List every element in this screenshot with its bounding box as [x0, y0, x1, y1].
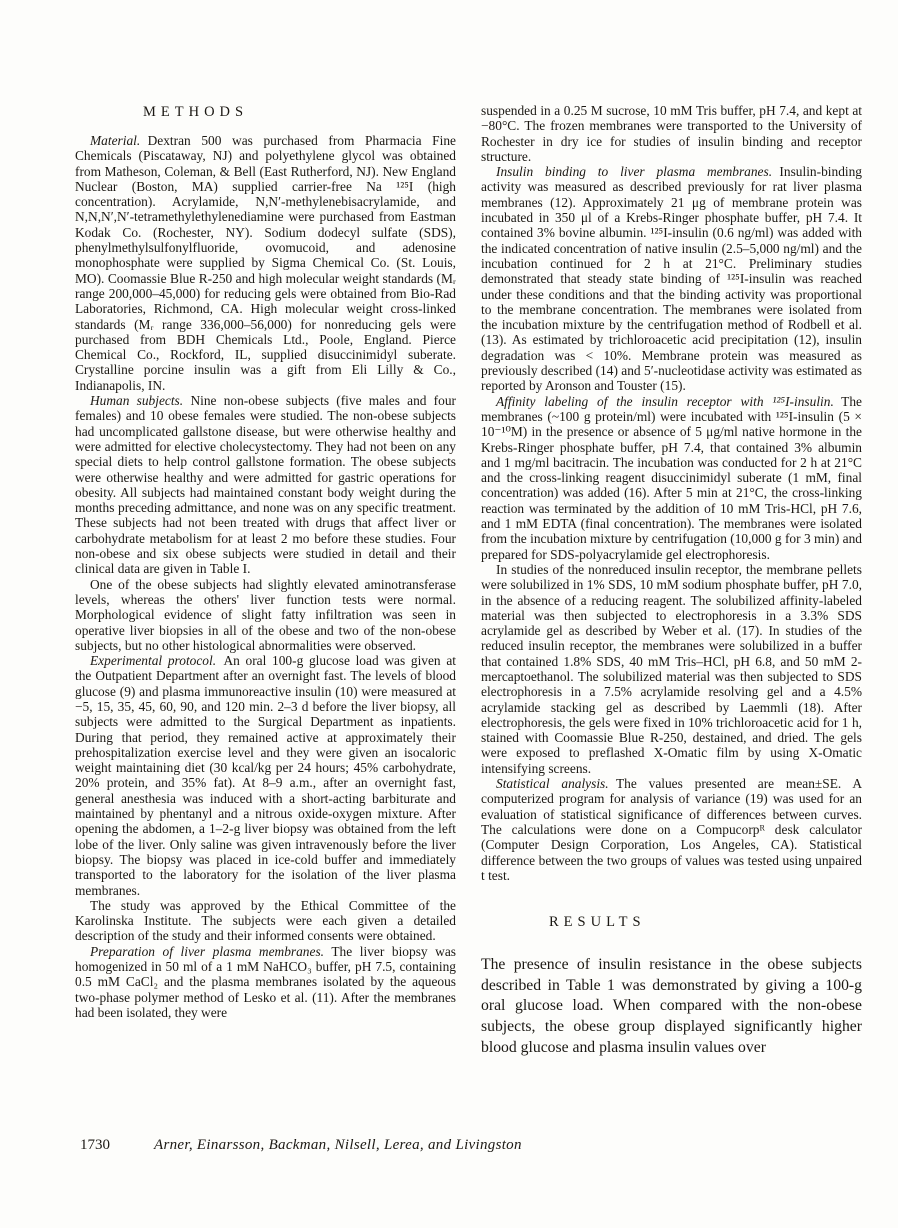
paragraph-material-lead: Material. — [90, 133, 141, 148]
paragraph-insulin-binding — [481, 164, 862, 393]
paragraph-experimental-protocol-lead: Experimental protocol. — [90, 653, 217, 669]
paragraph-statistical-analysis-text: The values presented are mean±SE. A computerized program for analysis of variance (19) was used for an evaluation of statistical significance of differences between curves. The calculations were done on a Compucorpᴿ desk calculator (Computer Design Corporation, Los Angeles, CA). Statistical difference between the two groups of values was tested using unpaired t test. — [481, 776, 862, 883]
results-heading: RESULTS — [549, 914, 646, 931]
paragraph-insulin-binding-lead: Insulin binding to liver plasma membranes. — [496, 164, 773, 180]
paragraph-membrane-preparation-continued-text: suspended in a 0.25 M sucrose, 10 mM Tris buffer, pH 7.4, and kept at −80°C. The frozen membranes were transported to the University of Rochester in dry ice for studies of insulin binding and receptor structure. — [481, 103, 862, 164]
paragraph-material-text: Dextran 500 was purchased from Pharmacia Fine Chemicals (Piscataway, NJ) and polyethylene glycol was obtained from Matheson, Coleman, & Bell (East Rutherford, NJ). New England Nuclear (Boston, MA) supplied carrier-free Na ¹²⁵I (high concentration). Acrylamide, N,N′-methylenebisacrylamide, and N,N,N′,N′-tetramethylethylenediamine were purchased from Eastman Kodak Co. (Rochester, NY). Sodium dodecyl sulfate (SDS), phenylmethylsulfonylfluoride, ovomucoid, and adenosine monophosphate were supplied by Sigma Chemical Co. (St. Louis, MO). Coomassie Blue R-250 and high molecular weight standards (Mᵣ range 200,000–45,000) for reducing gels were obtained from Bio-Rad Laboratories, Richmond, CA. High molecular weight cross-linked standards (Mᵣ range 336,000–56,000) for nonreducing gels were purchased from BDH Chemicals Ltd., Poole, England. Pierce Chemical Co., Rockford, IL, supplied disuccinimidyl suberate. Crystalline porcine insulin was a gift from Eli Lilly & Co., Indianapolis, IN. — [75, 133, 456, 393]
running-title-authors: Arner, Einarsson, Backman, Nilsell, Lerea, and Livingston — [154, 1137, 522, 1153]
left-column — [75, 103, 456, 1058]
page-number: 1730 — [80, 1137, 110, 1153]
paragraph-membrane-preparation — [75, 944, 456, 1020]
paragraph-ethical-approval — [75, 898, 456, 944]
paragraph-statistical-analysis — [481, 776, 862, 883]
paragraph-experimental-protocol-text: An oral 100-g glucose load was given at the Outpatient Department after an overnight fast. The levels of blood glucose (9) and plasma immunoreactive insulin (10) were measured at −5, 15, 35, 45, 60, 90, and 120 min. 2–3 d before the liver biopsy, all subjects were admitted to the Surgical Department as inpatients. During that period, they remained active at approximately their prehospitalization exercise level and they were given an isocaloric weight maintaining diet (30 kcal/kg per 24 hours; 45% carbohydrate, 20% protein, and 35% fat). At 8–9 a.m., after an overnight fast, general anesthesia was induced with a short-acting barbiturate and maintained by phentanyl and a nitrous oxide-oxygen mixture. After opening the abdomen, a 1–2-g liver biopsy was obtained from the left lobe of the liver. Only saline was given intravenously before the liver biopsy. The biopsy was placed in ice-cold buffer and immediately transported to the laboratory for the isolation of the liver plasma membranes. — [75, 653, 456, 898]
paragraph-material — [75, 133, 456, 393]
results-paragraph — [481, 955, 862, 1058]
paragraph-affinity-labeling-lead: Affinity labeling of the insulin receptor with ¹²⁵I-insulin. — [496, 393, 834, 409]
two-column-body — [75, 103, 862, 1058]
paragraph-electrophoresis-text: In studies of the nonreduced insulin receptor, the membrane pellets were solubilized in 1% SDS, 10 mM sodium phosphate buffer, pH 7.0, in the absence of a reducing reagent. The solubilized affinity-labeled material was then subjected to electrophoresis in a 3.3% SDS acrylamide gel as described by Weber et al. (17). In studies of the reduced insulin receptor, the membranes were solubilized in a buffer that contained 1.8% SDS, 40 mM Tris–HCl, pH 6.8, and 50 mM 2-mercaptoethanol. The solubilized material was then subjected to SDS electrophoresis in a 7.5% acrylamide resolving gel and a 4.5% acrylamide stacking gel as described by Laemmli (18). After electrophoresis, the gels were fixed in 10% trichloroacetic acid for 1 h, stained with Coomassie Blue R-250, destained, and dried. The gels were exposed to preflashed X-Omatic film by using X-Omatic intensifying screens. — [481, 561, 862, 776]
paragraph-human-subjects — [75, 393, 456, 577]
paragraph-statistical-analysis-lead: Statistical analysis. — [496, 776, 609, 792]
paragraph-membrane-preparation-continued — [481, 103, 862, 164]
paragraph-human-subjects-text: Nine non-obese subjects (five males and four females) and 10 obese females were studied. The non-obese subjects had uncomplicated gallstone disease, but were otherwise healthy and were admitted for elective cholecystectomy. They had not been on any special diets to help control gallstone formation. The obese subjects were otherwise healthy and were admitted for gastric operations for obesity. All subjects had maintained constant body weight during the months preceding admittance, and none was on any specific treatment. These subjects had not been treated with drugs that affect liver or carbohydrate metabolism for at least 2 mo before these studies. Four non-obese and six obese subjects were studied in detail and their clinical data are given in Table I. — [75, 393, 456, 577]
paragraph-membrane-preparation-text: The liver biopsy was homogenized in 50 ml of a 1 mM NaHCO₃ buffer, pH 7.5, containing 0.5 mM CaCl₂ and the plasma membranes isolated by the aqueous two-phase polymer method of Lesko et al. (11). After the membranes had been isolated, they were — [75, 943, 457, 1020]
paragraph-affinity-labeling — [481, 394, 862, 562]
paragraph-membrane-preparation-lead: Preparation of liver plasma membranes. — [90, 943, 325, 959]
methods-heading: METHODS — [143, 104, 249, 120]
paragraph-ethical-approval-text: The study was approved by the Ethical Committee of the Karolinska Institute. The subjects were each given a detailed description of the study and their informed consents were obtained. — [75, 897, 456, 944]
paragraph-experimental-protocol — [75, 653, 456, 898]
paragraph-electrophoresis — [481, 562, 862, 776]
paragraph-affinity-labeling-text: The membranes (~100 g protein/ml) were incubated with ¹²⁵I-insulin (5 × 10⁻¹⁰M) in the presence or absence of 5 μg/ml native hormone in the Krebs-Ringer phosphate buffer, pH 7.4, that contained 3% albumin and 1 mg/ml bacitracin. The incubation was conducted for 2 h at 21°C and the cross-linking reagent disuccinimidyl suberate (1 mM, final concentration) was added (16). After 5 min at 21°C, the cross-linking reaction was terminated by the addition of 10 mM Tris-HCl, pH 7.6, and 1 mM EDTA (final concentration). The membranes were isolated from the incubation mixture by centrifugation (10,000 g for 3 min) and prepared for SDS-polyacrylamide gel electrophoresis. — [481, 393, 862, 562]
paragraph-liver-function — [75, 577, 456, 653]
paragraph-liver-function-text: One of the obese subjects had slightly elevated aminotransferase levels, whereas the others' liver function tests were normal. Morphological evidence of slight fatty infiltration was seen in operative liver biopsies in all of the obese and two of the non-obese subjects, but no other histological abnormalities were observed. — [75, 576, 456, 653]
paragraph-insulin-binding-text: Insulin-binding activity was measured as described previously for rat liver plasma membranes (12). Approximately 21 μg of membrane protein was incubated in 350 μl of a Krebs-Ringer phosphate buffer, pH 7.4. It contained 3% bovine albumin. ¹²⁵I-insulin (0.6 ng/ml) was added with the indicated concentration of native insulin (2.5–5,000 ng/ml) and the incubation continued for 2 h at 21°C. Preliminary studies demonstrated that steady state binding of ¹²⁵I-insulin was reached under these conditions and that the binding activity was proportional to the membrane concentration. The membranes were isolated from the incubation mixture by the centrifugation method of Rodbell et al. (13). As estimated by trichloroacetic acid precipitation (12), insulin degradation was < 10%. Membrane protein was measured as previously described (14) and 5′-nucleotidase activity was estimated as reported by Aronson and Touster (15). — [481, 164, 862, 394]
results-paragraph-text: The presence of insulin resistance in the obese subjects described in Table 1 was demonstrated by giving a 100-g oral glucose load. When compared with the non-obese subjects, the obese group displayed significantly higher blood glucose and plasma insulin values over — [481, 956, 862, 1056]
running-footer — [80, 1136, 820, 1154]
right-column — [481, 103, 862, 1058]
paragraph-human-subjects-lead: Human subjects. — [90, 393, 184, 409]
